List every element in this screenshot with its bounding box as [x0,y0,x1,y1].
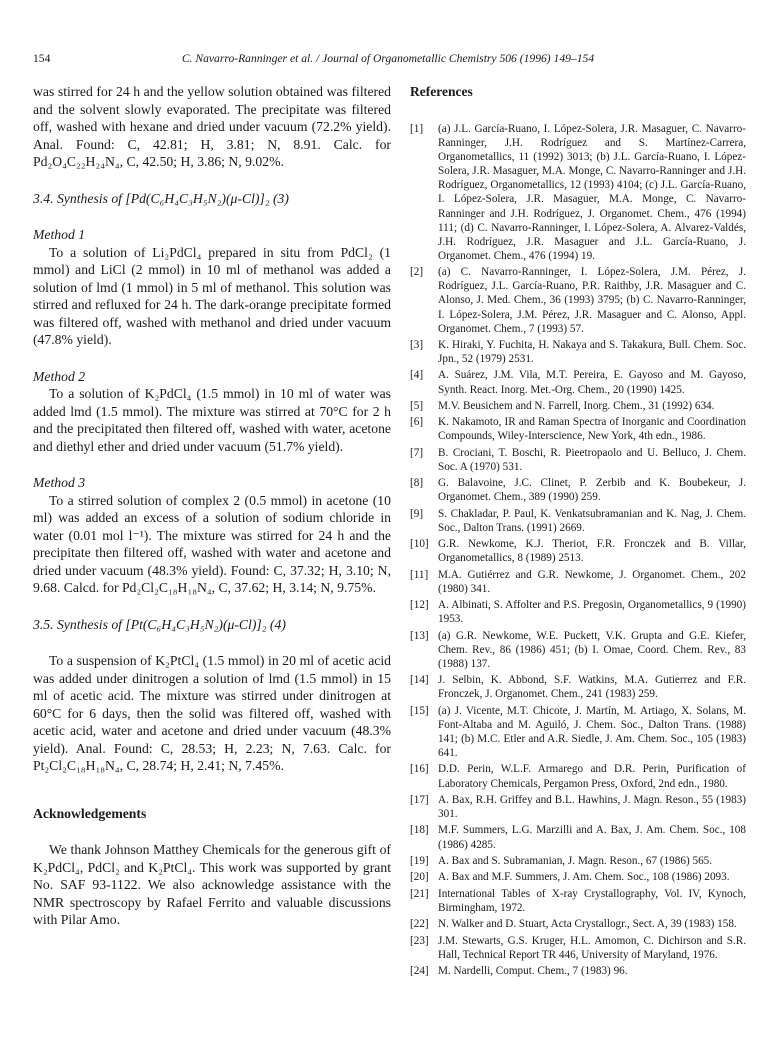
reference-item [410,568,746,596]
reference-number: [4] [410,369,424,382]
reference-number: [8] [410,477,424,490]
reference-number: [9] [410,507,424,520]
reference-item [410,823,746,851]
reference-text: A. Albinati, S. Affolter and P.S. Pregosin, Organometallics, 9 (1990) 1953. [438,599,746,626]
acknowledgements-heading: Acknowledgements [33,805,147,821]
reference-text: M.V. Beusichem and N. Farrell, Inorg. Chem., 31 (1992) 634. [438,399,715,412]
running-title: C. Navarro-Ranninger et al. / Journal of Organometallic Chemistry 506 (1996) 149–154 [181,52,595,65]
reference-number: [21] [410,887,429,900]
method-1-heading: Method 1 [33,227,86,242]
reference-number: [12] [410,599,429,612]
section-3-5-text: To a suspension of K₂PtCl₄ (1.5 mmol) in 20 ml of acetic acid was added under dinitrogen a solution of lmd (1.5 mmol) in 15 ml of acetic acid. The mixture was stirred under dinitrogen at 60°C for 6 days, then the solid was filtered off, washed with acetic acid, water and acetone and dried under vacuum (48.3% yield). Anal. Found: C, 28.53; H, 2.23; N, 7.63. Calc. for Pt₂Cl₂C₁₈H₁₈N₄, C, 28.74; H, 2.41; N, 7.45%. [33,653,391,773]
reference-item [410,917,746,931]
reference-number: [1] [410,123,424,135]
reference-item [410,476,746,504]
reference-text: J. Selbin, K. Abbond, S.F. Watkins, M.A. Gutierrez and F.R. Fronczek, J. Organomet. Chem., 241 (1983) 259. [438,674,746,701]
section-heading-3-4: 3.4. Synthesis of [Pd(C₆H₄C₃H₅N₂)(μ-Cl)]₂ (3) [33,190,289,206]
section-heading-3-5: 3.5. Synthesis of [Pt(C₆H₄C₃H₅N₂)(μ-Cl)]₂ (4) [33,616,286,632]
reference-text: A. Bax and M.F. Summers, J. Am. Chem. Soc., 108 (1986) 2093. [438,871,730,884]
reference-text: A. Suárez, J.M. Vila, M.T. Pereira, E. Gayoso and M. Gayoso, Synth. React. Inorg. Met.-Org. Chem., 20 (1990) 1425. [438,369,746,396]
references-heading: References [410,84,473,99]
reference-item [410,762,746,790]
reference-number: [6] [410,416,424,429]
reference-number: [3] [410,339,424,351]
reference-item [410,704,746,760]
reference-text: K. Hiraki, Y. Fuchita, H. Nakaya and S. Takakura, Bull. Chem. Soc. Jpn., 52 (1979) 2531. [438,339,746,366]
reference-number: [7] [410,446,424,459]
reference-number: [19] [410,854,429,867]
reference-text: A. Bax, R.H. Griffey and B.L. Hawhins, J. Magn. Reson., 55 (1983) 301. [438,793,746,821]
method-2-text: To a solution of K₂PdCl₄ (1.5 mmol) in 10 ml of water was added lmd (1.5 mmol). The mixture was stirred at 70°C for 2 h and the precipitated then filtered off, washed with water, acetone and diethyl ether and dried under vacuum (51.7% yield). [33,386,391,454]
reference-item [410,415,746,443]
reference-item [410,265,746,335]
reference-item [410,934,746,962]
reference-text: S. Chakladar, P. Paul, K. Venkatsubramanian and K. Nag, J. Chem. Soc., Dalton Trans. (1991) 2669. [438,507,746,534]
reference-text: B. Crociani, T. Boschi, R. Pieetropaolo and U. Belluco, J. Chem. Soc. A (1970) 531. [438,446,746,473]
reference-text: (a) J.L. García-Ruano, I. López-Solera, J.R. Masaguer, C. Navarro-Ranninger, J.H. Rodríguez and S. Martínez-Carrera, Organometallics, 11 (1992) 3013; (b) J.L. García-Ruano, I. López-Solera, J.R. Masaguer, M.A. Monge, C. Navarro-Ranninger and J.H. Rodríguez, Organometallics, 12 (1993) 4104; (c) J.L. García-Ruano, I. López-Solera, J.R. Masaguer, M.A. Monge, C. Navarro-Ranninger and J.H. Rodríguez, J. Organomet. Chem., 476 (1994) 111; (d) C. Navarro-Ranninger, I. López-Solera, A. Alvarez-Valdés, J.H. Rodríguez, J.R. Masaguer and J.L. García-Ruano, J. Organomet. Chem., 476 (1994) 19. [438,123,746,262]
reference-item [410,338,746,366]
reference-number: [22] [410,918,429,931]
reference-number: [17] [410,793,429,806]
reference-number: [24] [410,965,429,978]
reference-text: M. Nardelli, Comput. Chem., 7 (1983) 96. [438,965,628,978]
reference-item [410,673,746,701]
reference-number: [18] [410,824,429,837]
reference-number: [13] [410,629,429,642]
method-3-text: To a stirred solution of complex 2 (0.5 mmol) in acetone (10 ml) was added an excess of a solution of sodium chloride in water (0.01 mol l⁻¹). The mixture was stirred for 24 h and the precipitate then filtered off, washed with water and acetone and dried under vacuum (48.3% yield). Found: C, 37.32; H, 3.10; N, 9.68. Calcd. for Pd₂Cl₂C₁₈H₁₈N₄, C, 37.62; H, 3.14; N, 9.75%. [33,492,391,595]
reference-item [410,537,746,565]
reference-text: M.A. Gutiérrez and G.R. Newkome, J. Organomet. Chem., 202 (1980) 341. [438,568,746,595]
reference-item [410,368,746,396]
reference-item [410,793,746,821]
reference-item [410,870,746,884]
reference-text: G.R. Newkome, K.J. Theriot, F.R. Fronczek and B. Villar, Organometallics, 8 (1989) 2513. [438,538,746,565]
acknowledgements-text: We thank Johnson Matthey Chemicals for the generous gift of K₂PdCl₄, PdCl₂ and K₂PtCl₄. This work was supported by grant No. SAF 93-1122. We also acknowledge assistance with the NMR spectroscopy by Rafael Ferrito and valuable discussions with Pilar Amo. [33,842,391,927]
reference-text: K. Nakamoto, IR and Raman Spectra of Inorganic and Coordination Compounds, Wiley-Interscience, New York, 4th edn., 1986. [438,416,746,443]
reference-item [410,507,746,535]
reference-text: D.D. Perin, W.L.F. Armarego and D.R. Perin, Purification of Laboratory Chemicals, Pergamon Press, Oxford, 2nd edn., 1980. [438,763,746,790]
reference-item [410,446,746,474]
reference-item [410,122,746,263]
reference-number: [14] [410,674,429,687]
paragraph-continued: was stirred for 24 h and the yellow solution obtained was filtered and the solvent slowly evaporated. The precipitate was filtered off, washed with hexane and dried under vacuum (72.2% yield). Anal. Found: C, 42.81; H, 3.81; N, 8.91. Calc. for Pd₂O₄C₂₂H₂₄N₄, C, 42.50; H, 3.86; N, 9.02%. [33,84,391,169]
reference-number: [16] [410,763,429,776]
reference-text: M.F. Summers, L.G. Marzilli and A. Bax, J. Am. Chem. Soc., 108 (1986) 4285. [438,824,746,851]
reference-text: A. Bax and S. Subramanian, J. Magn. Reson., 67 (1986) 565. [438,854,713,867]
reference-text: (a) C. Navarro-Ranninger, I. López-Solera, J.M. Pérez, J. Rodríguez, J.L. García-Ruano, P.R. Raithby, J.R. Masaguer and C. Alonso, J. Med. Chem., 36 (1993) 3795; (b) C. Navarro-Ranninger, I. López-Solera, J.M. Pérez, J.R. Masaguer and C. Alonso, Appl. Organomet. Chem., 7 (1993) 57. [438,266,746,335]
reference-item [410,854,746,868]
reference-number: [5] [410,399,424,412]
reference-number: [15] [410,704,429,717]
reference-item [410,598,746,626]
reference-number: [11] [410,568,429,581]
reference-text: (a) G.R. Newkome, W.E. Puckett, V.K. Grupta and G.E. Kiefer, Chem. Rev., 86 (1986) 451; (b) I. Omae, Coord. Chem. Rev., 83 (1988) 137. [438,629,746,670]
reference-item [410,964,746,978]
method-3-heading: Method 3 [33,475,86,490]
reference-text: (a) J. Vicente, M.T. Chicote, J. Martín, M. Artiago, X. Solans, M. Font-Altaba and M. Aguiló, J. Chem. Soc., Dalton Trans. (1988) 141; (b) M.C. Etler and A.R. Siedle, J. Am. Chem. Soc., 105 (1983) 641. [438,704,746,760]
page-number: 154 [33,52,51,65]
reference-number: [2] [410,266,424,279]
reference-list [410,122,746,978]
reference-number: [23] [410,934,429,947]
reference-text: International Tables of X-ray Crystallography, Vol. IV, Kynoch, Birmingham, 1972. [438,887,746,914]
reference-item [410,887,746,915]
method-2-heading: Method 2 [33,368,86,384]
method-1-text: To a solution of Li₂PdCl₄ prepared in situ from PdCl₂ (1 mmol) and LiCl (2 mmol) in 10 ml of methanol was added a solution of lmd (1 mmol) in 5 ml of methanol. This solution was stirred and refluxed for 24 h. The dark-orange precipitate formed was filtered off, washed with methanol and dried under vacuum (47.8% yield). [33,244,391,347]
reference-text: J.M. Stewarts, G.S. Kruger, H.L. Amomon, C. Dichirson and S.R. Hall, Technical Report TR 446, University of Maryland, 1976. [438,934,746,961]
left-column [33,83,391,929]
reference-item [410,629,746,671]
reference-item [410,399,746,413]
reference-number: [10] [410,538,429,551]
reference-text: N. Walker and D. Stuart, Acta Crystallogr., Sect. A, 39 (1983) 158. [438,918,737,931]
references-column [410,83,746,980]
reference-number: [20] [410,871,429,884]
reference-text: G. Balavoine, J.C. Clinet, P. Zerbib and K. Boubekeur, J. Organomet. Chem., 389 (1990) 259. [438,477,746,504]
